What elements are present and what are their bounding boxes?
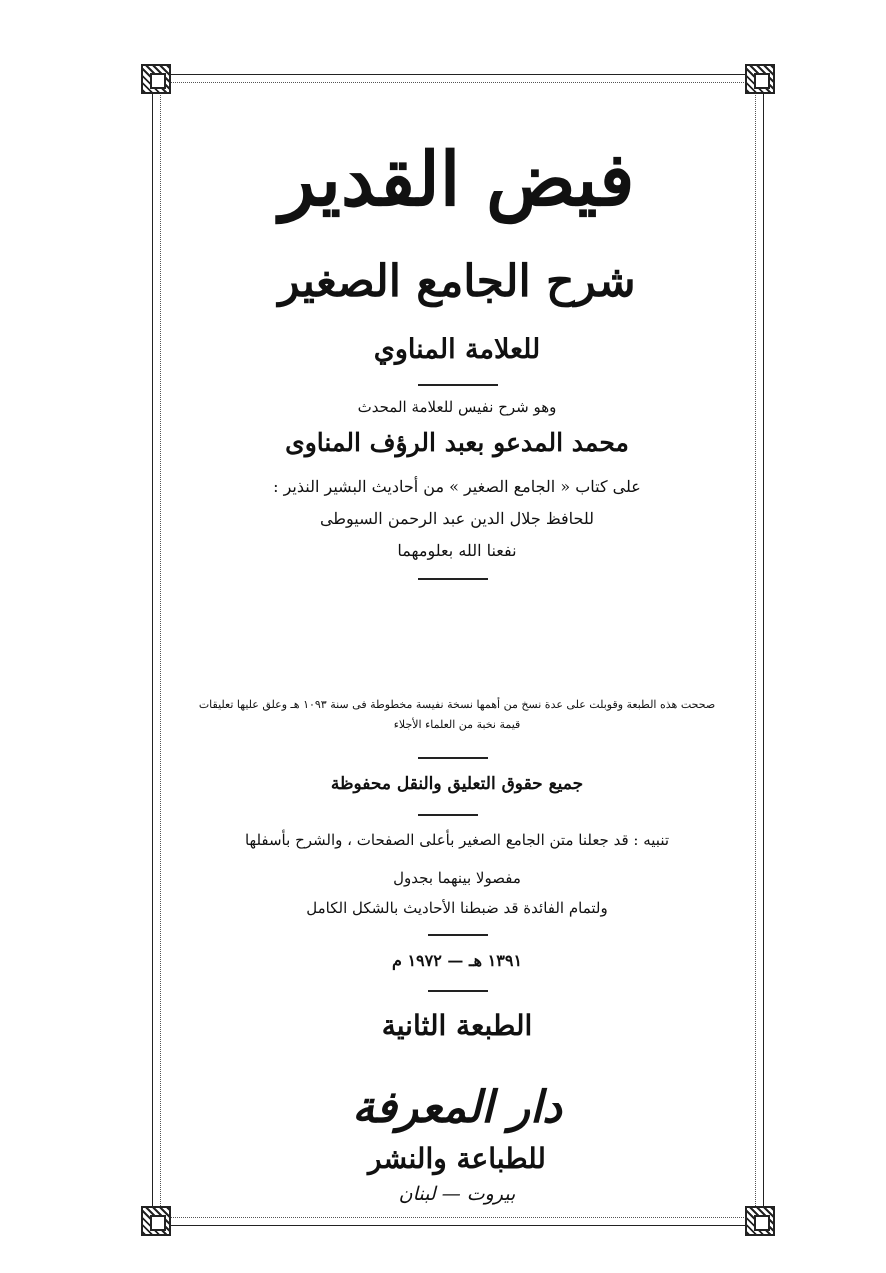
corner-ornament-icon (745, 64, 775, 94)
divider (428, 934, 488, 936)
description: وهو شرح نفيس للعلامة المحدث (357, 398, 557, 416)
hafiz-name: للحافظ جلال الدين عبد الرحمن السيوطى (319, 509, 595, 528)
corner-ornament-icon (745, 1206, 775, 1236)
notice-line: مفصولا بينهما بجدول (393, 869, 521, 887)
divider (428, 990, 488, 992)
publisher-tagline: للطباعة والنشر (368, 1142, 546, 1175)
corner-ornament-icon (141, 1206, 171, 1236)
book-subtitle: شرح الجامع الصغير (278, 256, 636, 307)
edition-note: صححت هذه الطبعة وقوبلت على عدة نسخ من أهمها نسخة نفيسة مخطوطة فى سنة ١٠٩٣ هـ وعلق عليها تعليقات قيمة نخبة من العلماء الأجلاء (198, 698, 716, 731)
source-book: على كتاب « الجامع الصغير » من أحاديث البشير النذير : (273, 477, 641, 496)
rights-statement: جميع حقوق التعليق والنقل محفوظة (330, 774, 584, 794)
book-title: فيض القدير (279, 137, 635, 223)
divider (418, 757, 488, 759)
notice-line: تنبيه : قد جعلنا متن الجامع الصغير بأعلى الصفحات ، والشرح بأسفلها (244, 831, 670, 849)
publisher-name: دار المعرفة (352, 1082, 562, 1133)
notice-line: ولتمام الفائدة قد ضبطنا الأحاديث بالشكل الكامل (306, 899, 608, 917)
divider (418, 384, 498, 386)
author-full-name: محمد المدعو بعبد الرؤف المناوى (285, 428, 629, 457)
author-line: للعلامة المناوي (373, 334, 541, 365)
publisher-city: بيروت — لبنان (398, 1183, 516, 1205)
divider (418, 578, 488, 580)
corner-ornament-icon (141, 64, 171, 94)
edition-label: الطبعة الثانية (381, 1009, 533, 1042)
dua-line: نفعنا الله بعلومهما (397, 541, 517, 560)
publication-date: ١٣٩١ هـ — ١٩٧٢ م (391, 951, 523, 970)
divider (418, 814, 478, 816)
